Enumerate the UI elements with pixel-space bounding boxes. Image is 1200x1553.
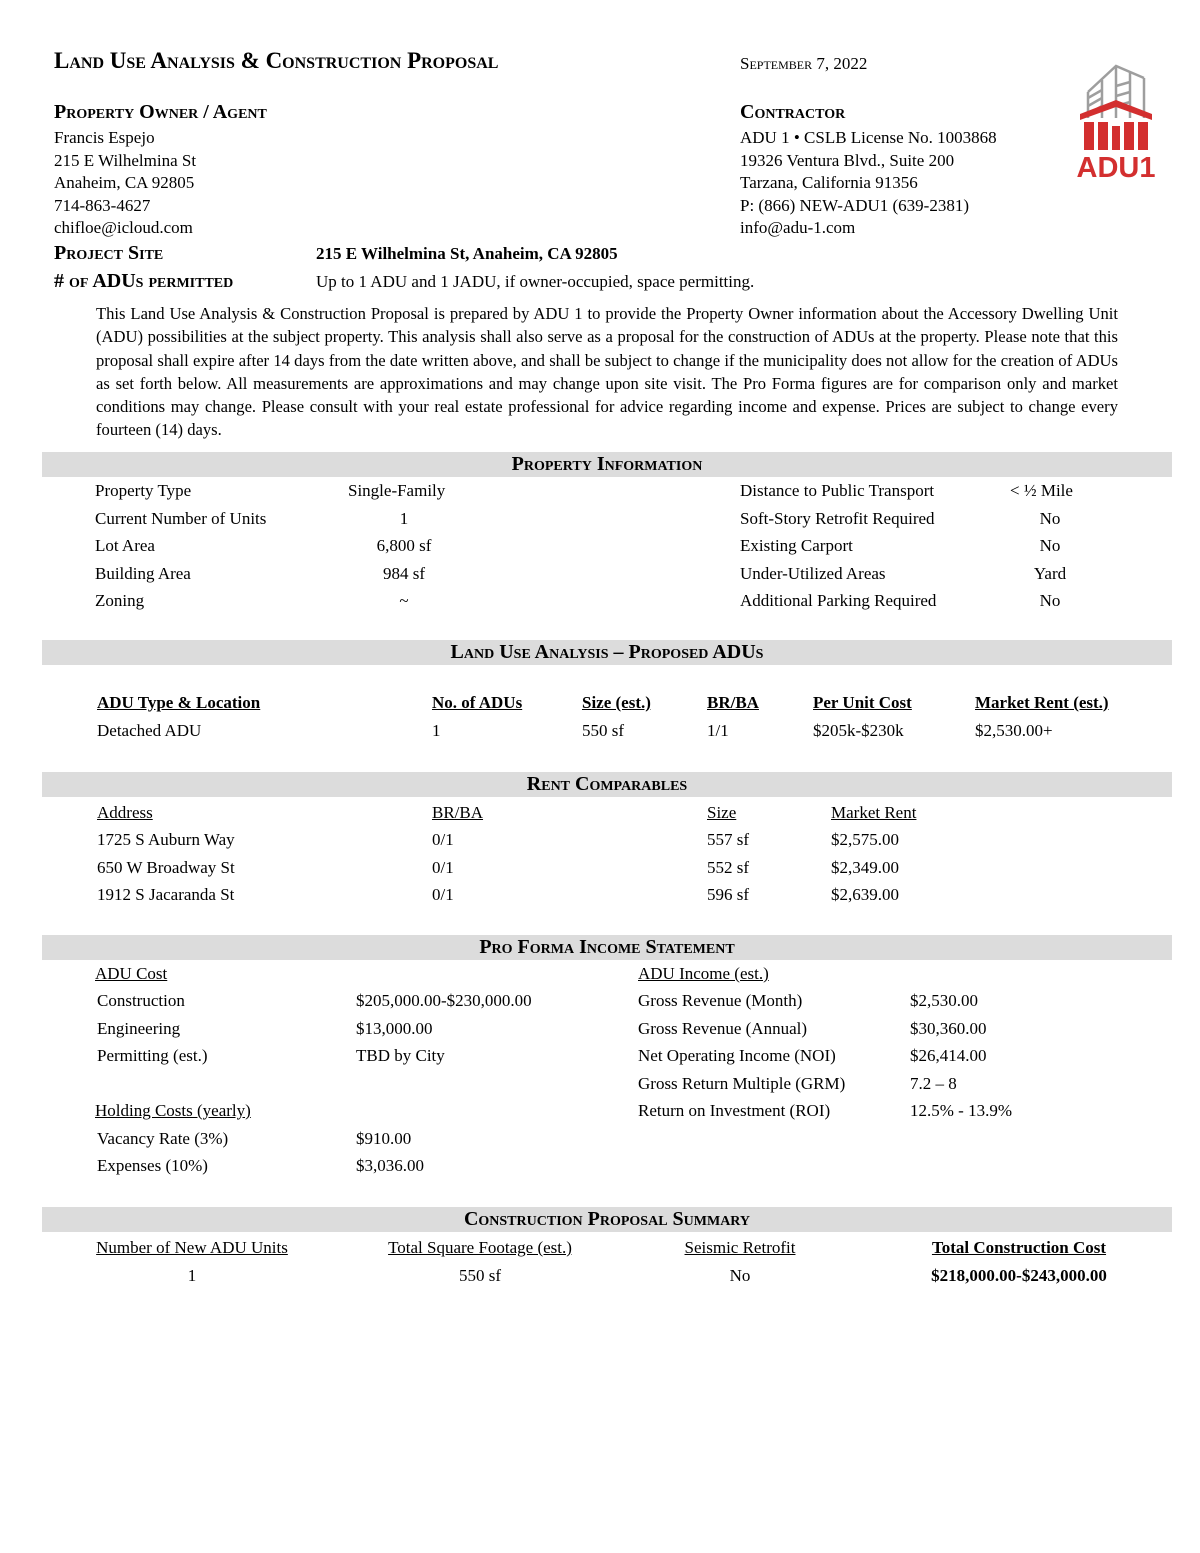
table-cell: 552 sf bbox=[707, 858, 750, 877]
table-cell: 550 sf bbox=[582, 721, 625, 740]
property-label: Zoning bbox=[95, 591, 145, 610]
column-header: Total Construction Cost bbox=[931, 1238, 1107, 1257]
income-label: Return on Investment (ROI) bbox=[638, 1101, 831, 1120]
table-cell: $2,575.00 bbox=[831, 830, 899, 849]
holding-label: Vacancy Rate (3%) bbox=[97, 1129, 229, 1148]
property-value: 6,800 sf bbox=[376, 536, 432, 555]
column-header: Market Rent (est.) bbox=[975, 693, 1109, 712]
cost-value: $13,000.00 bbox=[356, 1019, 433, 1038]
table-cell: 1/1 bbox=[707, 721, 729, 740]
section-bar-pro-forma bbox=[42, 935, 1172, 960]
column-header: No. of ADUs bbox=[432, 693, 523, 712]
owner-email: chifloe@icloud.com bbox=[54, 218, 193, 237]
property-label: Existing Carport bbox=[740, 536, 853, 555]
holding-label: Expenses (10%) bbox=[97, 1156, 208, 1175]
section-bar-rent-comps bbox=[42, 772, 1172, 797]
summary-value: 1 bbox=[187, 1266, 197, 1285]
property-label: Under-Utilized Areas bbox=[740, 564, 886, 583]
table-cell: 1 bbox=[432, 721, 441, 740]
intro-paragraph: This Land Use Analysis & Construction Proposal is prepared by ADU 1 to provide the Property Owner information about the Accessory Dwelling Unit (ADU) possibilities at the subject property. This analysis shall also serve as a proposal for the construction of ADUs at the property. Please note that this proposal shall expire after 14 days from the date written above, and shall be subject to change if the municipality does not allow for the creation of ADUs as set forth below. All measurements are approximations and may change upon site visit. The Pro Forma figures are for comparison only and market conditions may change. Please consult with your real estate professional for advice regarding income and expense. Prices are subject to change every fourteen (14) days. bbox=[96, 304, 1118, 440]
income-value: $26,414.00 bbox=[910, 1046, 987, 1065]
column-header: Per Unit Cost bbox=[813, 693, 912, 712]
property-value: No bbox=[1039, 591, 1061, 610]
summary-value: No bbox=[729, 1266, 751, 1285]
section-heading: Property Information bbox=[511, 453, 703, 475]
table-cell: $2,639.00 bbox=[831, 885, 899, 904]
company-logo bbox=[1066, 60, 1166, 190]
property-value: Single-Family bbox=[348, 481, 446, 500]
table-cell: $2,349.00 bbox=[831, 858, 899, 877]
project-site-value: 215 E Wilhelmina St, Anaheim, CA 92805 bbox=[316, 244, 618, 263]
contractor-city: Tarzana, California 91356 bbox=[740, 173, 918, 192]
column-header: Size bbox=[707, 803, 737, 822]
section-bar-property-info bbox=[42, 452, 1172, 477]
table-cell: 0/1 bbox=[432, 858, 454, 877]
section-bar-summary bbox=[42, 1207, 1172, 1232]
owner-city: Anaheim, CA 92805 bbox=[54, 173, 195, 192]
cost-value: $205,000.00-$230,000.00 bbox=[356, 991, 532, 1010]
table-cell: $2,530.00+ bbox=[975, 721, 1053, 740]
subsection-heading: ADU Cost bbox=[95, 964, 168, 983]
column-header: ADU Type & Location bbox=[97, 693, 261, 712]
income-value: 12.5% - 13.9% bbox=[910, 1101, 1012, 1120]
section-heading: Pro Forma Income Statement bbox=[479, 936, 735, 958]
table-cell: 557 sf bbox=[707, 830, 750, 849]
property-value: Yard bbox=[1033, 564, 1067, 583]
column-header: Address bbox=[97, 803, 153, 822]
column-header: BR/BA bbox=[707, 693, 759, 712]
section-heading: Rent Comparables bbox=[526, 773, 688, 795]
property-value: No bbox=[1039, 536, 1061, 555]
column-header: Market Rent bbox=[831, 803, 917, 822]
owner-phone: 714-863-4627 bbox=[54, 196, 151, 215]
property-label: Additional Parking Required bbox=[740, 591, 937, 610]
owner-street: 215 E Wilhelmina St bbox=[54, 151, 197, 170]
income-label: Gross Revenue (Annual) bbox=[638, 1019, 808, 1038]
property-value: ~ bbox=[399, 591, 409, 610]
owner-heading: Property Owner / Agent bbox=[54, 101, 267, 123]
subsection-heading: Holding Costs (yearly) bbox=[95, 1101, 251, 1120]
property-value: 1 bbox=[399, 509, 409, 528]
property-value: < ½ Mile bbox=[1010, 481, 1073, 500]
income-label: Gross Revenue (Month) bbox=[638, 991, 803, 1010]
table-cell: 0/1 bbox=[432, 830, 454, 849]
property-label: Soft-Story Retrofit Required bbox=[740, 509, 935, 528]
column-header: BR/BA bbox=[432, 803, 484, 822]
owner-name: Francis Espejo bbox=[54, 128, 155, 147]
table-cell: 0/1 bbox=[432, 885, 454, 904]
subsection-heading: ADU Income (est.) bbox=[638, 964, 769, 983]
document-title: Land Use Analysis & Construction Proposal bbox=[54, 48, 499, 73]
table-cell: 1725 S Auburn Way bbox=[97, 830, 235, 849]
table-cell: 596 sf bbox=[707, 885, 750, 904]
summary-value: 550 sf bbox=[458, 1266, 502, 1285]
table-cell: 1912 S Jacaranda St bbox=[97, 885, 235, 904]
contractor-email: info@adu-1.com bbox=[740, 218, 856, 237]
income-value: $2,530.00 bbox=[910, 991, 978, 1010]
logo-text: ADU1 bbox=[1076, 152, 1156, 184]
holding-value: $910.00 bbox=[356, 1129, 412, 1148]
summary-value: $218,000.00-$243,000.00 bbox=[931, 1266, 1107, 1285]
column-header: Total Square Footage (est.) bbox=[388, 1238, 572, 1257]
section-heading: Land Use Analysis – Proposed ADUs bbox=[450, 641, 764, 663]
cost-label: Engineering bbox=[97, 1019, 181, 1038]
property-label: Current Number of Units bbox=[95, 509, 267, 528]
property-value: No bbox=[1039, 509, 1061, 528]
income-label: Gross Return Multiple (GRM) bbox=[638, 1074, 846, 1093]
property-label: Property Type bbox=[95, 481, 192, 500]
document-date: September 7, 2022 bbox=[740, 54, 868, 73]
holding-value: $3,036.00 bbox=[356, 1156, 424, 1175]
table-cell: 650 W Broadway St bbox=[97, 858, 235, 877]
adus-permitted-label: # of ADUs permitted bbox=[54, 270, 234, 292]
property-label: Building Area bbox=[95, 564, 191, 583]
property-label: Distance to Public Transport bbox=[740, 481, 935, 500]
contractor-phone: P: (866) NEW-ADU1 (639-2381) bbox=[740, 196, 969, 215]
column-header: Seismic Retrofit bbox=[684, 1238, 796, 1257]
column-header: Size (est.) bbox=[582, 693, 651, 712]
contractor-heading: Contractor bbox=[740, 101, 846, 123]
property-label: Lot Area bbox=[95, 536, 155, 555]
income-value: $30,360.00 bbox=[910, 1019, 987, 1038]
contractor-license: ADU 1 • CSLB License No. 1003868 bbox=[740, 128, 997, 147]
section-bar-land-use bbox=[42, 640, 1172, 665]
adus-permitted-value: Up to 1 ADU and 1 JADU, if owner-occupied, space permitting. bbox=[316, 272, 755, 291]
table-cell: Detached ADU bbox=[97, 721, 202, 740]
property-value: 984 sf bbox=[382, 564, 426, 583]
section-heading: Construction Proposal Summary bbox=[463, 1208, 751, 1230]
income-label: Net Operating Income (NOI) bbox=[638, 1046, 836, 1065]
contractor-street: 19326 Ventura Blvd., Suite 200 bbox=[740, 151, 955, 170]
project-site-label: Project Site bbox=[54, 242, 164, 264]
table-cell: $205k-$230k bbox=[813, 721, 904, 740]
income-value: 7.2 – 8 bbox=[910, 1074, 957, 1093]
cost-value: TBD by City bbox=[356, 1046, 445, 1065]
cost-label: Permitting (est.) bbox=[97, 1046, 208, 1065]
cost-label: Construction bbox=[97, 991, 185, 1010]
column-header: Number of New ADU Units bbox=[96, 1238, 288, 1257]
